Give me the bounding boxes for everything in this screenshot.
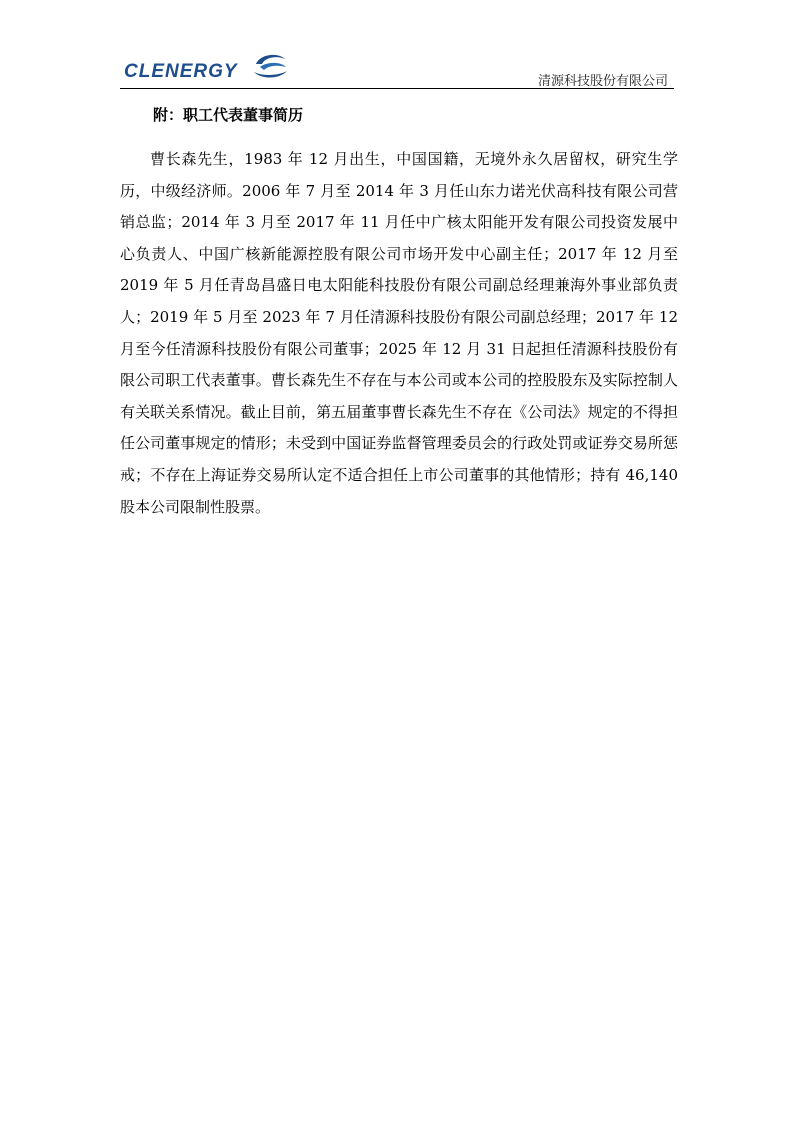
biography-paragraph: 曹长森先生，1983 年 12 月出生，中国国籍，无境外永久居留权，研究生学历，中级经济师。2006 年 7 月至 2014 年 3 月任山东力诺光伏高科技有限公司营销总监；2014 年 3 月至 2017 年 11 月任中广核太阳能开发有限公司投资发展中心负责人、中国广核新能源控股有限公司市场开发中心副主任；2017 年 12 月至 2019 年 5 月任青岛昌盛日电太阳能科技股份有限公司副总经理兼海外事业部负责人；2019 年 5 月至 2023 年 7 月任清源科技股份有限公司副总经理；2017 年 12 月至今任清源科技股份有限公司董事；2025 年 12 月 31 日起担任清源科技股份有限公司职工代表董事。曹长森先生不存在与本公司或本公司的控股股东及实际控制人有关联关系情况。截止目前，第五届董事曹长森先生不存在《公司法》规定的不得担任公司董事规定的情形；未受到中国证券监督管理委员会的行政处罚或证券交易所惩戒；不存在上海证券交易所认定不适合担任上市公司董事的其他情形；持有 46,140 股本公司限制性股票。 <box>120 150 678 516</box>
logo-wordmark: CLENERGY <box>124 61 238 82</box>
company-logo <box>124 52 290 82</box>
header-company-name: 清源科技股份有限公司 <box>537 74 668 89</box>
header-divider <box>120 88 674 89</box>
section-title: 附：职工代表董事简历 <box>153 106 304 124</box>
page-header <box>120 48 674 90</box>
wave-logo-icon <box>252 52 288 80</box>
